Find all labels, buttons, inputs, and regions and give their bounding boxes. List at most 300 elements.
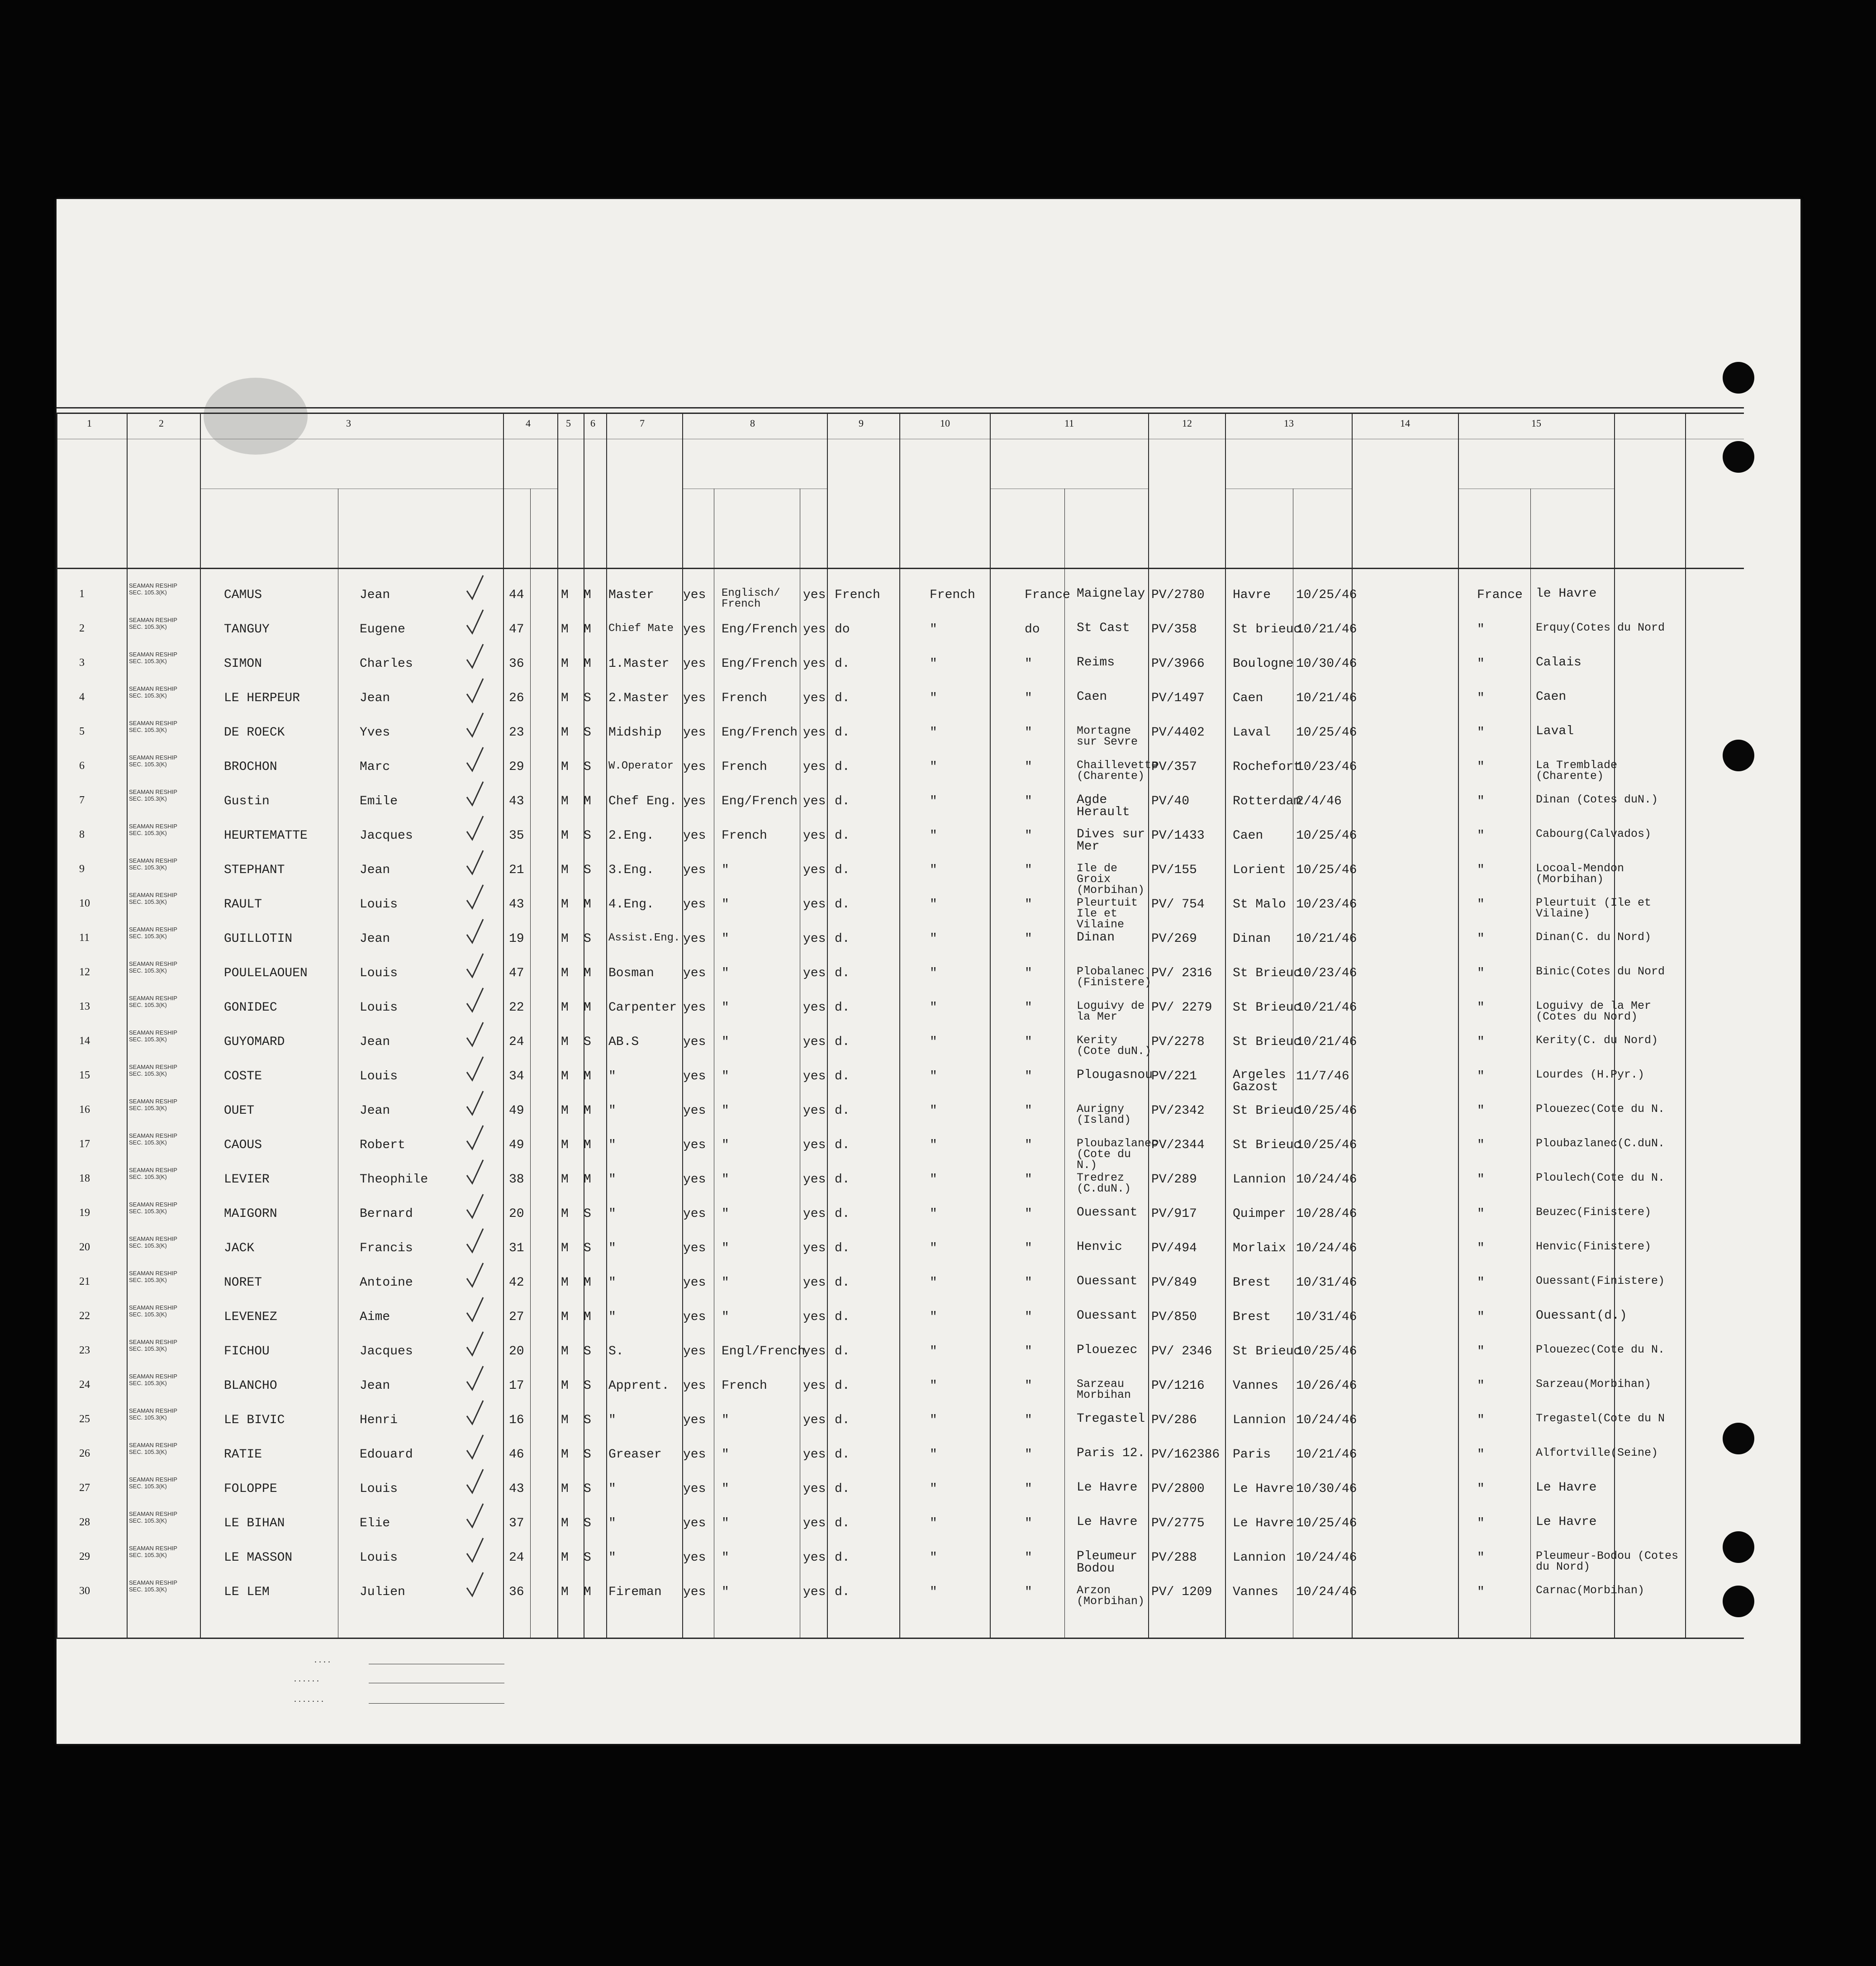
residence-country: ": [1477, 1482, 1485, 1496]
race: ": [930, 726, 937, 740]
column-number: 6: [590, 418, 595, 429]
birth-city: Dinan: [1077, 931, 1115, 945]
residence-city: Locoal-Mendon (Morbihan): [1536, 862, 1624, 886]
head-tax-stamp-line: SEC. 105.3(K): [129, 1345, 167, 1352]
issued-place: Lannion: [1233, 1413, 1286, 1427]
residence-city: Henvic(Finistere): [1536, 1240, 1652, 1253]
age: 26: [509, 691, 524, 705]
residence-country: ": [1477, 794, 1485, 808]
marital-status: S: [584, 726, 591, 740]
column-number: 15: [1531, 418, 1541, 429]
visa-number: PV/ 1209: [1151, 1585, 1212, 1599]
race: ": [930, 1138, 937, 1152]
residence-country: ": [1477, 622, 1485, 636]
birth-country: ": [1025, 1173, 1032, 1187]
occupation: ": [608, 1551, 616, 1565]
residence-country: ": [1477, 1448, 1485, 1462]
head-tax-stamp-line: SEC. 105.3(K): [129, 1482, 167, 1490]
family-name: LEVIER: [224, 1173, 270, 1187]
race: ": [930, 760, 937, 774]
birth-country: ": [1025, 726, 1032, 740]
residence-country: ": [1477, 691, 1485, 705]
family-name: STEPHANT: [224, 863, 285, 877]
can-read: yes: [683, 966, 706, 980]
residence-country: ": [1477, 1207, 1485, 1221]
checkmark-icon: [466, 1572, 484, 1599]
head-tax-stamp: [129, 926, 177, 940]
nationality: d.: [835, 1138, 850, 1152]
head-tax-stamp-line: SEAMAN RESHIP: [129, 651, 177, 658]
issued-place: Le Havre: [1233, 1482, 1294, 1496]
age: 20: [509, 1207, 524, 1221]
column-number: 5: [566, 418, 571, 429]
head-tax-stamp: [129, 892, 177, 906]
can-read: yes: [683, 1001, 706, 1015]
visa-number: PV/494: [1151, 1241, 1197, 1255]
issued-date: 10/21/46: [1296, 932, 1357, 946]
age: 38: [509, 1173, 524, 1187]
sex: M: [561, 794, 569, 808]
age: 19: [509, 932, 524, 946]
checkmark-icon: [466, 781, 484, 808]
can-read: yes: [683, 898, 706, 912]
issued-place: St Brieuc: [1233, 1344, 1301, 1358]
given-name: Marc: [360, 760, 390, 774]
age: 36: [509, 1585, 524, 1599]
age: 46: [509, 1448, 524, 1462]
head-tax-stamp: [129, 1064, 177, 1078]
issued-date: 10/25/46: [1296, 1138, 1357, 1152]
marital-status: S: [584, 760, 591, 774]
nationality: do: [835, 622, 850, 636]
visa-number: PV/269: [1151, 932, 1197, 946]
checkmark-icon: [466, 884, 484, 911]
sex: M: [561, 1138, 569, 1152]
head-tax-stamp: [129, 1030, 177, 1043]
sex: M: [561, 1379, 569, 1393]
residence-country: ": [1477, 1585, 1485, 1599]
can-read: yes: [683, 1482, 706, 1496]
age: 43: [509, 794, 524, 808]
race: ": [930, 1276, 937, 1290]
residence-country: ": [1477, 726, 1485, 740]
visa-number: PV/850: [1151, 1310, 1197, 1324]
age: 42: [509, 1276, 524, 1290]
read-language: ": [722, 1276, 729, 1290]
issued-date: 10/30/46: [1296, 657, 1357, 671]
head-tax-stamp-line: SEAMAN RESHIP: [129, 1304, 177, 1311]
can-write: yes: [803, 657, 826, 671]
head-tax-stamp-line: SEC. 105.3(K): [129, 932, 167, 940]
read-language: ": [722, 1585, 729, 1599]
family-name: JACK: [224, 1241, 255, 1255]
age: 36: [509, 657, 524, 671]
residence-city: Tregastel(Cote du N: [1536, 1412, 1665, 1425]
head-tax-stamp-line: SEAMAN RESHIP: [129, 1235, 177, 1242]
residence-country: ": [1477, 1069, 1485, 1083]
checkmark-icon: [466, 609, 484, 636]
head-tax-stamp-line: SEAMAN RESHIP: [129, 892, 177, 898]
sex: M: [561, 691, 569, 705]
race: ": [930, 1069, 937, 1083]
sex: M: [561, 1035, 569, 1049]
race: ": [930, 691, 937, 705]
can-read: yes: [683, 1069, 706, 1083]
read-language: ": [722, 1035, 729, 1049]
issued-date: 10/25/46: [1296, 829, 1357, 843]
can-write: yes: [803, 1069, 826, 1083]
head-tax-stamp-line: SEC. 105.3(K): [129, 1276, 167, 1283]
marital-status: S: [584, 1379, 591, 1393]
row-number: 20: [79, 1241, 90, 1253]
marital-status: S: [584, 1516, 591, 1530]
can-write: yes: [803, 588, 826, 602]
occupation: ": [608, 1276, 616, 1290]
race: ": [930, 863, 937, 877]
head-tax-stamp-line: SEC. 105.3(K): [129, 1517, 167, 1524]
residence-city: Ouessant(Finistere): [1536, 1274, 1665, 1287]
birth-city: Chaillevette (Charente): [1077, 759, 1159, 783]
family-name: LE HERPEUR: [224, 691, 300, 705]
birth-country: ": [1025, 1310, 1032, 1324]
column-number: 1: [87, 418, 92, 429]
sex: M: [561, 1448, 569, 1462]
can-write: yes: [803, 1448, 826, 1462]
occupation: ": [608, 1173, 616, 1187]
row-number: 13: [79, 1001, 90, 1012]
issued-date: 10/23/46: [1296, 760, 1357, 774]
head-tax-stamp-line: SEAMAN RESHIP: [129, 1510, 177, 1517]
given-name: Louis: [360, 898, 398, 912]
age: 17: [509, 1379, 524, 1393]
issued-date: 10/24/46: [1296, 1413, 1357, 1427]
head-tax-stamp: [129, 858, 177, 871]
marital-status: M: [584, 1310, 591, 1324]
head-tax-stamp-line: SEC. 105.3(K): [129, 726, 167, 733]
sex: M: [561, 829, 569, 843]
can-read: yes: [683, 1207, 706, 1221]
head-tax-stamp-line: SEC. 105.3(K): [129, 657, 167, 665]
birth-country: ": [1025, 1551, 1032, 1565]
age: 44: [509, 588, 524, 602]
sex: M: [561, 1173, 569, 1187]
can-read: yes: [683, 863, 706, 877]
nationality: d.: [835, 1104, 850, 1118]
family-name: FOLOPPE: [224, 1482, 277, 1496]
head-tax-stamp: [129, 1511, 177, 1524]
birth-country: ": [1025, 1379, 1032, 1393]
marital-status: M: [584, 898, 591, 912]
race: ": [930, 898, 937, 912]
residence-city: Erquy(Cotes du Nord: [1536, 621, 1665, 634]
given-name: Theophile: [360, 1173, 428, 1187]
birth-country: ": [1025, 1413, 1032, 1427]
issued-date: 10/31/46: [1296, 1310, 1357, 1324]
family-name: GUYOMARD: [224, 1035, 285, 1049]
residence-city: Alfortville(Seine): [1536, 1446, 1658, 1459]
residence-city: Kerity(C. du Nord): [1536, 1034, 1658, 1047]
birth-country: ": [1025, 691, 1032, 705]
visa-number: PV/286: [1151, 1413, 1197, 1427]
read-language: ": [722, 1069, 729, 1083]
can-write: yes: [803, 1001, 826, 1015]
issued-place: Argeles Gazost: [1233, 1068, 1286, 1094]
nationality: d.: [835, 726, 850, 740]
head-tax-stamp-line: SEC. 105.3(K): [129, 898, 167, 905]
header-bottom-rule: [57, 568, 1744, 569]
marital-status: S: [584, 829, 591, 843]
nationality: d.: [835, 829, 850, 843]
checkmark-icon: [466, 850, 484, 877]
visa-number: PV/4402: [1151, 726, 1205, 740]
head-tax-stamp-line: SEC. 105.3(K): [129, 1448, 167, 1455]
head-tax-stamp-line: SEAMAN RESHIP: [129, 1373, 177, 1380]
head-tax-stamp: [129, 1442, 177, 1456]
race: ": [930, 1448, 937, 1462]
race: ": [930, 1516, 937, 1530]
residence-country: ": [1477, 932, 1485, 946]
birth-city: Le Havre: [1077, 1481, 1138, 1495]
column-rule: [557, 413, 558, 1638]
marital-status: S: [584, 1413, 591, 1427]
occupation: ": [608, 1207, 616, 1221]
given-name: Antoine: [360, 1276, 413, 1290]
given-name: Jean: [360, 588, 390, 602]
row-number: 5: [79, 726, 85, 737]
row-number: 18: [79, 1173, 90, 1184]
read-language: Engl/French: [722, 1344, 805, 1358]
occupation: 2.Master: [608, 691, 670, 705]
visa-number: PV/ 2316: [1151, 966, 1212, 980]
residence-country: ": [1477, 760, 1485, 774]
column-rule: [127, 413, 128, 1638]
issued-date: 10/21/46: [1296, 622, 1357, 636]
checkmark-icon: [466, 1228, 484, 1255]
issued-place: St Brieuc: [1233, 966, 1301, 980]
read-language: ": [722, 1413, 729, 1427]
residence-city: Le Havre: [1536, 1481, 1597, 1495]
visa-number: PV/2800: [1151, 1482, 1205, 1496]
birth-city: Loguivy de la Mer: [1077, 999, 1145, 1023]
row-number: 1: [79, 588, 85, 600]
can-read: yes: [683, 1035, 706, 1049]
row-number: 21: [79, 1276, 90, 1287]
can-read: yes: [683, 1448, 706, 1462]
given-name: Elie: [360, 1516, 390, 1530]
can-write: yes: [803, 1276, 826, 1290]
nationality: d.: [835, 1241, 850, 1255]
age: 49: [509, 1138, 524, 1152]
read-language: French: [722, 829, 767, 843]
race: ": [930, 1413, 937, 1427]
head-tax-stamp: [129, 1167, 177, 1181]
checkmark-icon: [466, 1021, 484, 1049]
row-number: 25: [79, 1413, 90, 1425]
head-tax-stamp: [129, 1133, 177, 1146]
visa-number: PV/2775: [1151, 1516, 1205, 1530]
occupation: AB.S: [608, 1035, 639, 1049]
residence-country: ": [1477, 1516, 1485, 1530]
birth-country: ": [1025, 1069, 1032, 1083]
column-number: 8: [750, 418, 755, 429]
marital-status: M: [584, 1276, 591, 1290]
nationality: d.: [835, 1207, 850, 1221]
can-write: yes: [803, 760, 826, 774]
birth-city: Caen: [1077, 690, 1107, 704]
sex: M: [561, 932, 569, 946]
family-name: FICHOU: [224, 1344, 270, 1358]
age: 34: [509, 1069, 524, 1083]
occupation: ": [608, 1516, 616, 1530]
head-tax-stamp: [129, 1201, 177, 1215]
residence-country: ": [1477, 1104, 1485, 1118]
age: 47: [509, 966, 524, 980]
given-name: Jacques: [360, 1344, 413, 1358]
given-name: Henri: [360, 1413, 398, 1427]
race: ": [930, 829, 937, 843]
issued-place: Paris: [1233, 1448, 1271, 1462]
issued-place: Brest: [1233, 1276, 1271, 1290]
occupation: Master: [608, 588, 654, 602]
residence-country: ": [1477, 829, 1485, 843]
table-top-rule: [57, 407, 1744, 408]
can-read: yes: [683, 622, 706, 636]
race: ": [930, 1585, 937, 1599]
column-rule: [1064, 489, 1065, 1638]
marital-status: S: [584, 1551, 591, 1565]
family-name: OUET: [224, 1104, 255, 1118]
column-number: 13: [1284, 418, 1294, 429]
occupation: 2.Eng.: [608, 829, 654, 843]
issued-place: Lannion: [1233, 1173, 1286, 1187]
birth-country: ": [1025, 829, 1032, 843]
head-tax-stamp-line: SEAMAN RESHIP: [129, 685, 177, 692]
head-tax-stamp-line: SEAMAN RESHIP: [129, 1029, 177, 1036]
sex: M: [561, 760, 569, 774]
given-name: Bernard: [360, 1207, 413, 1221]
can-read: yes: [683, 1551, 706, 1565]
birth-city: Mortagne sur Sevre: [1077, 724, 1138, 748]
can-write: yes: [803, 1379, 826, 1393]
issued-date: 10/26/46: [1296, 1379, 1357, 1393]
occupation: Assist.Eng.: [608, 932, 680, 944]
issued-date: 10/25/46: [1296, 588, 1357, 602]
issued-date: 10/21/46: [1296, 1448, 1357, 1462]
row-number: 6: [79, 760, 85, 772]
age: 24: [509, 1551, 524, 1565]
punch-hole: [1723, 441, 1754, 473]
family-name: DE ROECK: [224, 726, 285, 740]
can-read: yes: [683, 1241, 706, 1255]
birth-city: Dives sur Mer: [1077, 827, 1145, 854]
occupation: ": [608, 1069, 616, 1083]
read-language: ": [722, 1138, 729, 1152]
punch-hole: [1723, 740, 1754, 771]
birth-city: Pleurtuit Ile et Vilaine: [1077, 896, 1138, 931]
row-number: 28: [79, 1516, 90, 1528]
row-number: 3: [79, 657, 85, 669]
issued-place: Dinan: [1233, 932, 1271, 946]
residence-country: ": [1477, 966, 1485, 980]
head-tax-stamp-line: SEC. 105.3(K): [129, 829, 167, 836]
head-tax-stamp: [129, 1236, 177, 1249]
residence-city: Dinan(C. du Nord): [1536, 931, 1652, 944]
occupation: Bosman: [608, 966, 654, 980]
residence-city: Carnac(Morbihan): [1536, 1584, 1645, 1597]
visa-number: PV/2278: [1151, 1035, 1205, 1049]
birth-country: France: [1025, 588, 1070, 602]
issued-place: Boulogne: [1233, 657, 1294, 671]
read-language: ": [722, 863, 729, 877]
issued-place: St Brieuc: [1233, 1001, 1301, 1015]
checkmark-icon: [466, 643, 484, 670]
birth-country: ": [1025, 1138, 1032, 1152]
occupation: W.Operator: [608, 760, 674, 772]
issued-place: Vannes: [1233, 1585, 1278, 1599]
age: 27: [509, 1310, 524, 1324]
can-write: yes: [803, 622, 826, 636]
visa-number: PV/288: [1151, 1551, 1197, 1565]
given-name: Aime: [360, 1310, 390, 1324]
sex: M: [561, 863, 569, 877]
residence-country: ": [1477, 898, 1485, 912]
row-number: 16: [79, 1104, 90, 1116]
age: 37: [509, 1516, 524, 1530]
head-tax-stamp: [129, 583, 177, 596]
row-number: 26: [79, 1448, 90, 1459]
occupation: Greaser: [608, 1448, 662, 1462]
checkmark-icon: [466, 1159, 484, 1186]
birth-city: Arzon (Morbihan): [1077, 1584, 1145, 1608]
family-name: GONIDEC: [224, 1001, 277, 1015]
residence-city: Plouezec(Cote du N.: [1536, 1343, 1665, 1356]
can-write: yes: [803, 794, 826, 808]
issued-place: Vannes: [1233, 1379, 1278, 1393]
read-language: ": [722, 1173, 729, 1187]
column-number: 9: [859, 418, 864, 429]
can-read: yes: [683, 1516, 706, 1530]
residence-city: Pleurtuit (Ile et Vilaine): [1536, 896, 1652, 920]
row-number: 30: [79, 1585, 90, 1597]
visa-number: PV/3966: [1151, 657, 1205, 671]
birth-country: ": [1025, 760, 1032, 774]
issued-date: 10/24/46: [1296, 1173, 1357, 1187]
given-name: Yves: [360, 726, 390, 740]
nationality: d.: [835, 1516, 850, 1530]
head-tax-stamp-line: SEAMAN RESHIP: [129, 995, 177, 1002]
head-tax-stamp-line: SEC. 105.3(K): [129, 1414, 167, 1421]
head-tax-stamp-line: SEAMAN RESHIP: [129, 1201, 177, 1208]
residence-country: ": [1477, 1001, 1485, 1015]
race: ": [930, 1379, 937, 1393]
can-read: yes: [683, 932, 706, 946]
birth-city: Le Havre: [1077, 1515, 1138, 1529]
nationality: d.: [835, 898, 850, 912]
can-read: yes: [683, 691, 706, 705]
checkmark-icon: [466, 953, 484, 980]
residence-city: La Tremblade (Charente): [1536, 759, 1618, 783]
read-language: ": [722, 1482, 729, 1496]
can-write: yes: [803, 1035, 826, 1049]
column-number: 3: [346, 418, 351, 429]
nationality: French: [835, 588, 880, 602]
family-name: LE LEM: [224, 1585, 270, 1599]
birth-country: ": [1025, 1516, 1032, 1530]
family-name: RAULT: [224, 898, 262, 912]
column-rule: [1225, 413, 1226, 1638]
head-tax-stamp: [129, 1580, 177, 1593]
nationality: d.: [835, 1035, 850, 1049]
